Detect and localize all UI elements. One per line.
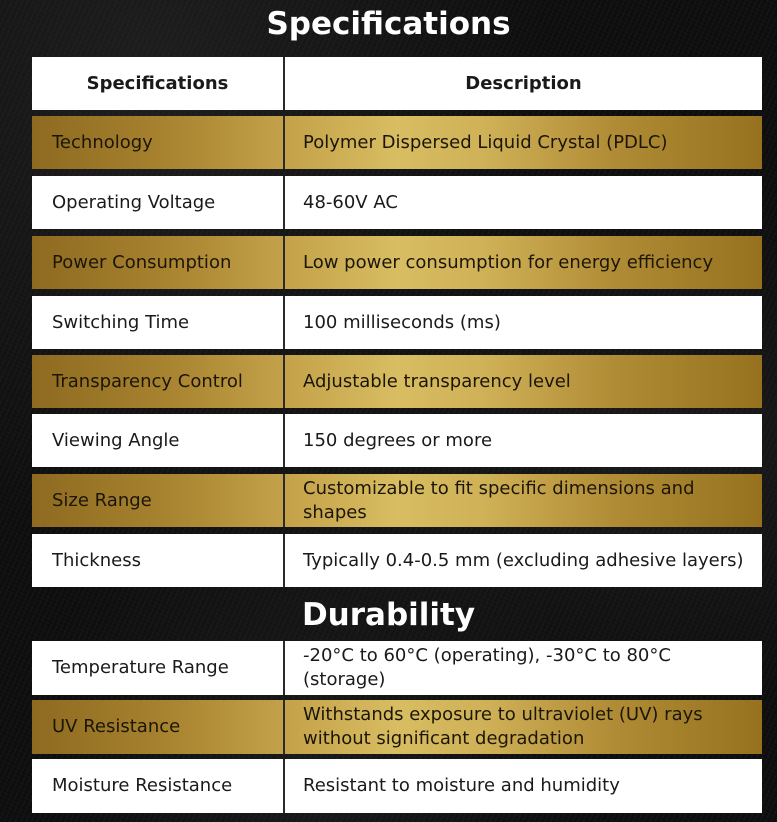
table-row-technology <box>32 116 762 169</box>
spec-label: Size Range <box>32 474 285 527</box>
column-header-specifications: Specifications <box>32 57 285 110</box>
table-row-power-consumption <box>32 236 762 289</box>
spec-label: Technology <box>32 116 285 169</box>
spec-description: Typically 0.4-0.5 mm (excluding adhesive layers) <box>303 549 744 571</box>
spec-label: UV Resistance <box>32 700 285 754</box>
table-row-uv-resistance <box>32 700 762 754</box>
table-row-moisture-resistance <box>32 759 762 813</box>
column-header-description: Description <box>465 72 582 94</box>
spec-description: -20°C to 60°C (operating), -30°C to 80°C (storage) <box>303 645 671 690</box>
spec-description: Withstands exposure to ultraviolet (UV) rays without significant degradation <box>303 704 703 749</box>
table-row-switching-time <box>32 296 762 349</box>
spec-label: Viewing Angle <box>32 414 285 467</box>
table-row-transparency-control <box>32 355 762 408</box>
page-title: Specifications <box>266 6 511 42</box>
table-row-operating-voltage <box>32 176 762 229</box>
spec-label: Thickness <box>32 534 285 587</box>
spec-description: 100 milliseconds (ms) <box>303 311 501 333</box>
spec-label: Power Consumption <box>32 236 285 289</box>
table-row-temperature-range <box>32 641 762 695</box>
spec-description: 150 degrees or more <box>303 429 493 451</box>
spec-description: Customizable to fit specific dimensions and shapes <box>303 477 695 523</box>
spec-description: Low power consumption for energy efficiency <box>303 251 714 273</box>
spec-description: Resistant to moisture and humidity <box>303 775 620 796</box>
table-row-thickness <box>32 534 762 587</box>
spec-label: Transparency Control <box>32 355 285 408</box>
section-title-durability: Durability <box>301 597 476 633</box>
table-header-row <box>32 57 762 110</box>
table-row-size-range <box>32 474 762 527</box>
spec-label: Operating Voltage <box>32 176 285 229</box>
spec-label: Switching Time <box>32 296 285 349</box>
spec-description: 48-60V AC <box>303 191 398 213</box>
spec-label: Temperature Range <box>32 641 285 695</box>
table-row-viewing-angle <box>32 414 762 467</box>
spec-label: Moisture Resistance <box>32 759 285 813</box>
spec-description: Adjustable transparency level <box>303 370 571 392</box>
spec-description: Polymer Dispersed Liquid Crystal (PDLC) <box>303 131 668 153</box>
